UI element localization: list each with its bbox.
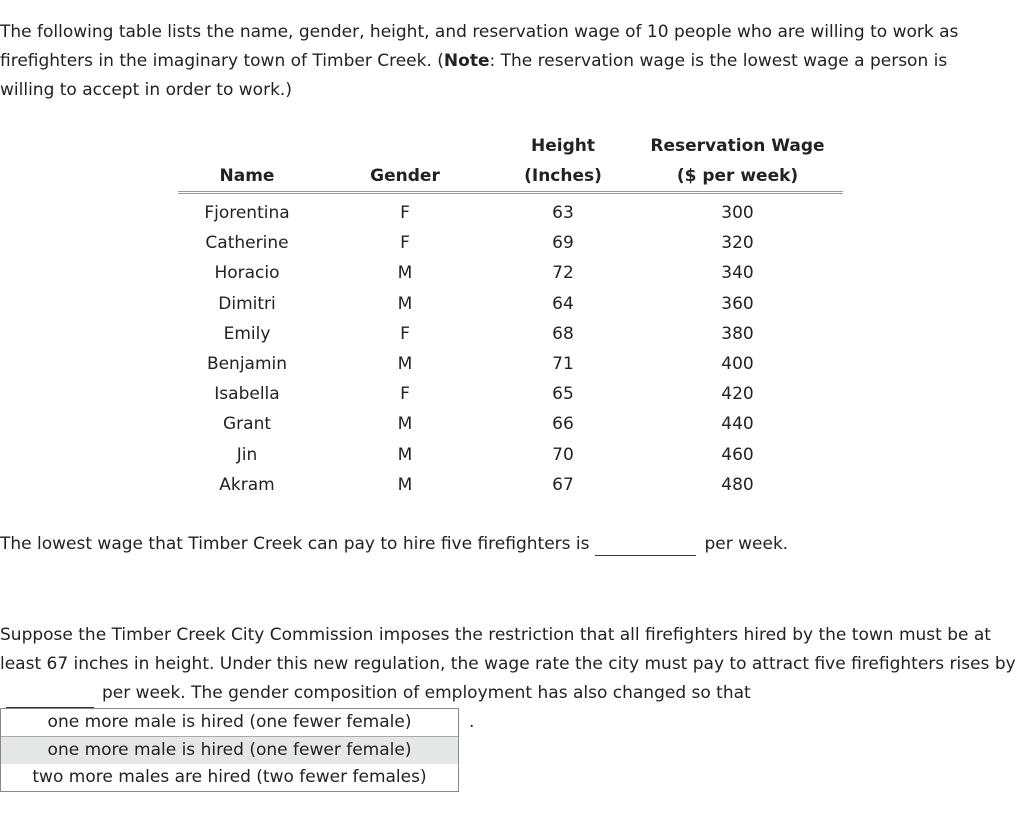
question-2-continuation: per week. The gender composition of employment has also changed so that — [102, 683, 751, 703]
cell-wage: 420 — [721, 384, 754, 405]
question-2 — [0, 621, 1024, 708]
intro-text-part2: : The reservation wage is the lowest wage a person is willing to accept in order to work.) — [0, 51, 948, 100]
header-gender: Gender — [316, 131, 494, 193]
cell-gender: F — [400, 203, 410, 224]
table-row — [178, 193, 843, 229]
note-label: Note — [443, 51, 490, 71]
dropdown-option-two-more-males[interactable]: two more males are hired (two fewer females) — [32, 767, 427, 787]
cell-name: Jin — [236, 444, 258, 465]
cell-height: 65 — [552, 384, 574, 405]
cell-name: Akram — [219, 474, 275, 495]
cell-wage: 380 — [721, 323, 754, 344]
cell-wage: 480 — [721, 474, 754, 495]
cell-gender: M — [397, 263, 413, 284]
question-1-text: The lowest wage that Timber Creek can pay to hire five firefighters is — [0, 534, 590, 554]
cell-height: 70 — [552, 444, 574, 465]
cell-wage: 320 — [721, 233, 754, 254]
header-height: Height (Inches) — [494, 131, 632, 193]
gender-composition-dropdown[interactable] — [0, 708, 459, 792]
cell-height: 63 — [552, 203, 574, 224]
firefighter-table-container — [178, 131, 843, 500]
cell-height: 66 — [552, 414, 574, 435]
cell-height: 72 — [552, 263, 574, 284]
cell-gender: M — [397, 293, 413, 314]
table-row — [178, 470, 843, 500]
dropdown-selected-value[interactable]: one more male is hired (one fewer female) — [1, 709, 458, 737]
cell-wage: 360 — [721, 293, 754, 314]
cell-wage: 460 — [721, 444, 754, 465]
table-row — [178, 289, 843, 319]
question-1-suffix: per week. — [704, 534, 789, 554]
answer-blank-lowest-wage[interactable] — [595, 535, 696, 556]
table-row — [178, 440, 843, 470]
cell-name: Benjamin — [206, 354, 288, 375]
cell-gender: M — [397, 474, 413, 495]
cell-name: Catherine — [205, 233, 289, 254]
dropdown-option-one-more-male[interactable]: one more male is hired (one fewer female) — [1, 737, 458, 764]
cell-wage: 400 — [721, 354, 754, 375]
cell-height: 69 — [552, 233, 574, 254]
cell-height: 67 — [552, 474, 574, 495]
table-row — [178, 409, 843, 439]
table-header-row — [178, 131, 843, 193]
intro-paragraph — [0, 18, 990, 105]
table-body — [178, 193, 843, 500]
cell-gender: M — [397, 444, 413, 465]
cell-name: Dimitri — [218, 293, 276, 314]
table-row — [178, 258, 843, 288]
firefighter-table — [178, 131, 843, 500]
cell-name: Grant — [222, 414, 272, 435]
cell-wage: 340 — [721, 263, 754, 284]
cell-wage: 300 — [721, 203, 754, 224]
header-name: Name — [178, 131, 316, 193]
table-row — [178, 349, 843, 379]
intro-text-part1: The following table lists the name, gender, height, and reservation wage of 10 people who are willing to work as firefighters in the imaginary town of Timber Creek. ( — [0, 22, 959, 71]
table-row — [178, 319, 843, 349]
answer-blank-wage-rise[interactable] — [6, 687, 94, 708]
header-reservation-wage: Reservation Wage ($ per week) — [632, 131, 843, 193]
cell-gender: M — [397, 414, 413, 435]
cell-gender: M — [397, 354, 413, 375]
cell-height: 68 — [552, 323, 574, 344]
cell-height: 71 — [552, 354, 574, 375]
sentence-period: . — [469, 712, 475, 732]
table-row — [178, 379, 843, 409]
cell-gender: F — [400, 323, 410, 344]
question-2-text: Suppose the Timber Creek City Commission imposes the restriction that all firefighters hired by the town must be at least 67 inches in height. Under this new regulation, the wage rate the city must pay to attract five firefighters rises by — [0, 625, 1016, 674]
cell-wage: 440 — [721, 414, 754, 435]
cell-gender: F — [400, 384, 410, 405]
table-row — [178, 228, 843, 258]
cell-name: Isabella — [214, 384, 280, 405]
cell-gender: F — [400, 233, 410, 254]
cell-height: 64 — [552, 293, 574, 314]
question-1 — [0, 532, 788, 556]
cell-name: Emily — [223, 323, 271, 344]
cell-name: Fjorentina — [204, 203, 290, 224]
cell-name: Horacio — [214, 263, 280, 284]
